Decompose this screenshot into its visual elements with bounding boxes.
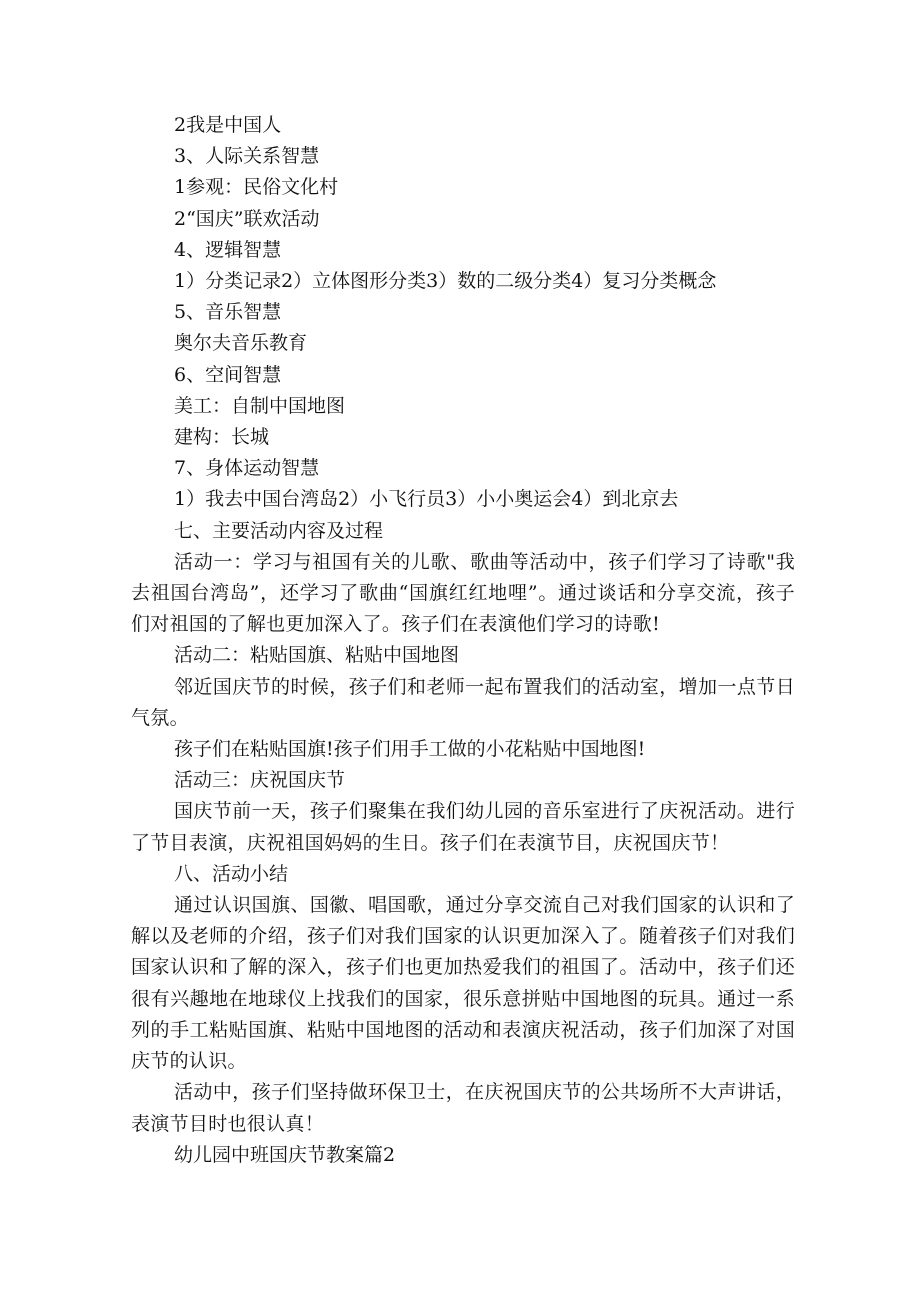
- paragraph: 活动一：学习与祖国有关的儿歌、歌曲等活动中，孩子们学习了诗歌"我去祖国台湾岛”，还学习了歌曲“国旗红红地哩”。通过谈话和分享交流，孩子们对祖国的了解也更加深入了。孩子们在表演他们学习的诗歌!: [131, 550, 795, 636]
- paragraph: 通过认识国旗、国徽、唱国歌，通过分享交流自己对我们国家的认识和了解以及老师的介绍，孩子们对我们国家的认识更加深入了。随着孩子们对我们国家认识和了解的深入，孩子们也更加热爱我们的祖国了。活动中，孩子们还很有兴趣地在地球仪上找我们的国家，很乐意拼贴中国地图的玩具。通过一系列的手工粘贴国旗、粘贴中国地图的活动和表演庆祝活动，孩子们加深了对国庆节的认识。: [131, 894, 795, 1073]
- section-heading: 七、主要活动内容及过程: [174, 519, 384, 542]
- list-item: 1）我去中国台湾岛2）小飞行员3）小小奥运会4）到北京去: [174, 488, 679, 511]
- section-heading: 4、逻辑智慧: [174, 238, 282, 261]
- section-heading: 5、音乐智慧: [174, 301, 282, 324]
- document-body: [131, 110, 795, 1171]
- section-heading: 6、空间智慧: [174, 363, 282, 386]
- section-heading: 3、人际关系智慧: [174, 145, 320, 168]
- list-item: 2我是中国人: [174, 114, 282, 136]
- list-item: 1）分类记录2）立体图形分类3）数的二级分类4）复习分类概念: [174, 270, 717, 293]
- paragraph: 活动中，孩子们坚持做环保卫士，在庆祝国庆节的公共场所不大声讲话，表演节目时也很认真！: [131, 1081, 795, 1135]
- activity-heading: 活动三：庆祝国庆节: [174, 769, 346, 792]
- list-item: 奥尔夫音乐教育: [174, 332, 308, 355]
- section-heading: 7、身体运动智慧: [174, 457, 320, 480]
- paragraph: 国庆节前一天，孩子们聚集在我们幼儿园的音乐室进行了庆祝活动。进行了节目表演，庆祝祖国妈妈的生日。孩子们在表演节目，庆祝国庆节！: [131, 800, 795, 854]
- list-item: 建构：长城: [174, 426, 270, 449]
- list-item: 2“国庆”联欢活动: [174, 207, 320, 230]
- section-heading: 八、活动小结: [174, 862, 289, 885]
- paragraph: 孩子们在粘贴国旗!孩子们用手工做的小花粘贴中国地图!: [174, 738, 646, 761]
- list-item: 美工：自制中国地图: [174, 394, 346, 417]
- paragraph: 邻近国庆节的时候，孩子们和老师一起布置我们的活动室，增加一点节日气氛。: [131, 675, 795, 729]
- document-subtitle: 幼儿园中班国庆节教案篇2: [174, 1143, 396, 1166]
- activity-heading: 活动二：粘贴国旗、粘贴中国地图: [174, 644, 460, 667]
- list-item: 1参观：民俗文化村: [174, 176, 339, 199]
